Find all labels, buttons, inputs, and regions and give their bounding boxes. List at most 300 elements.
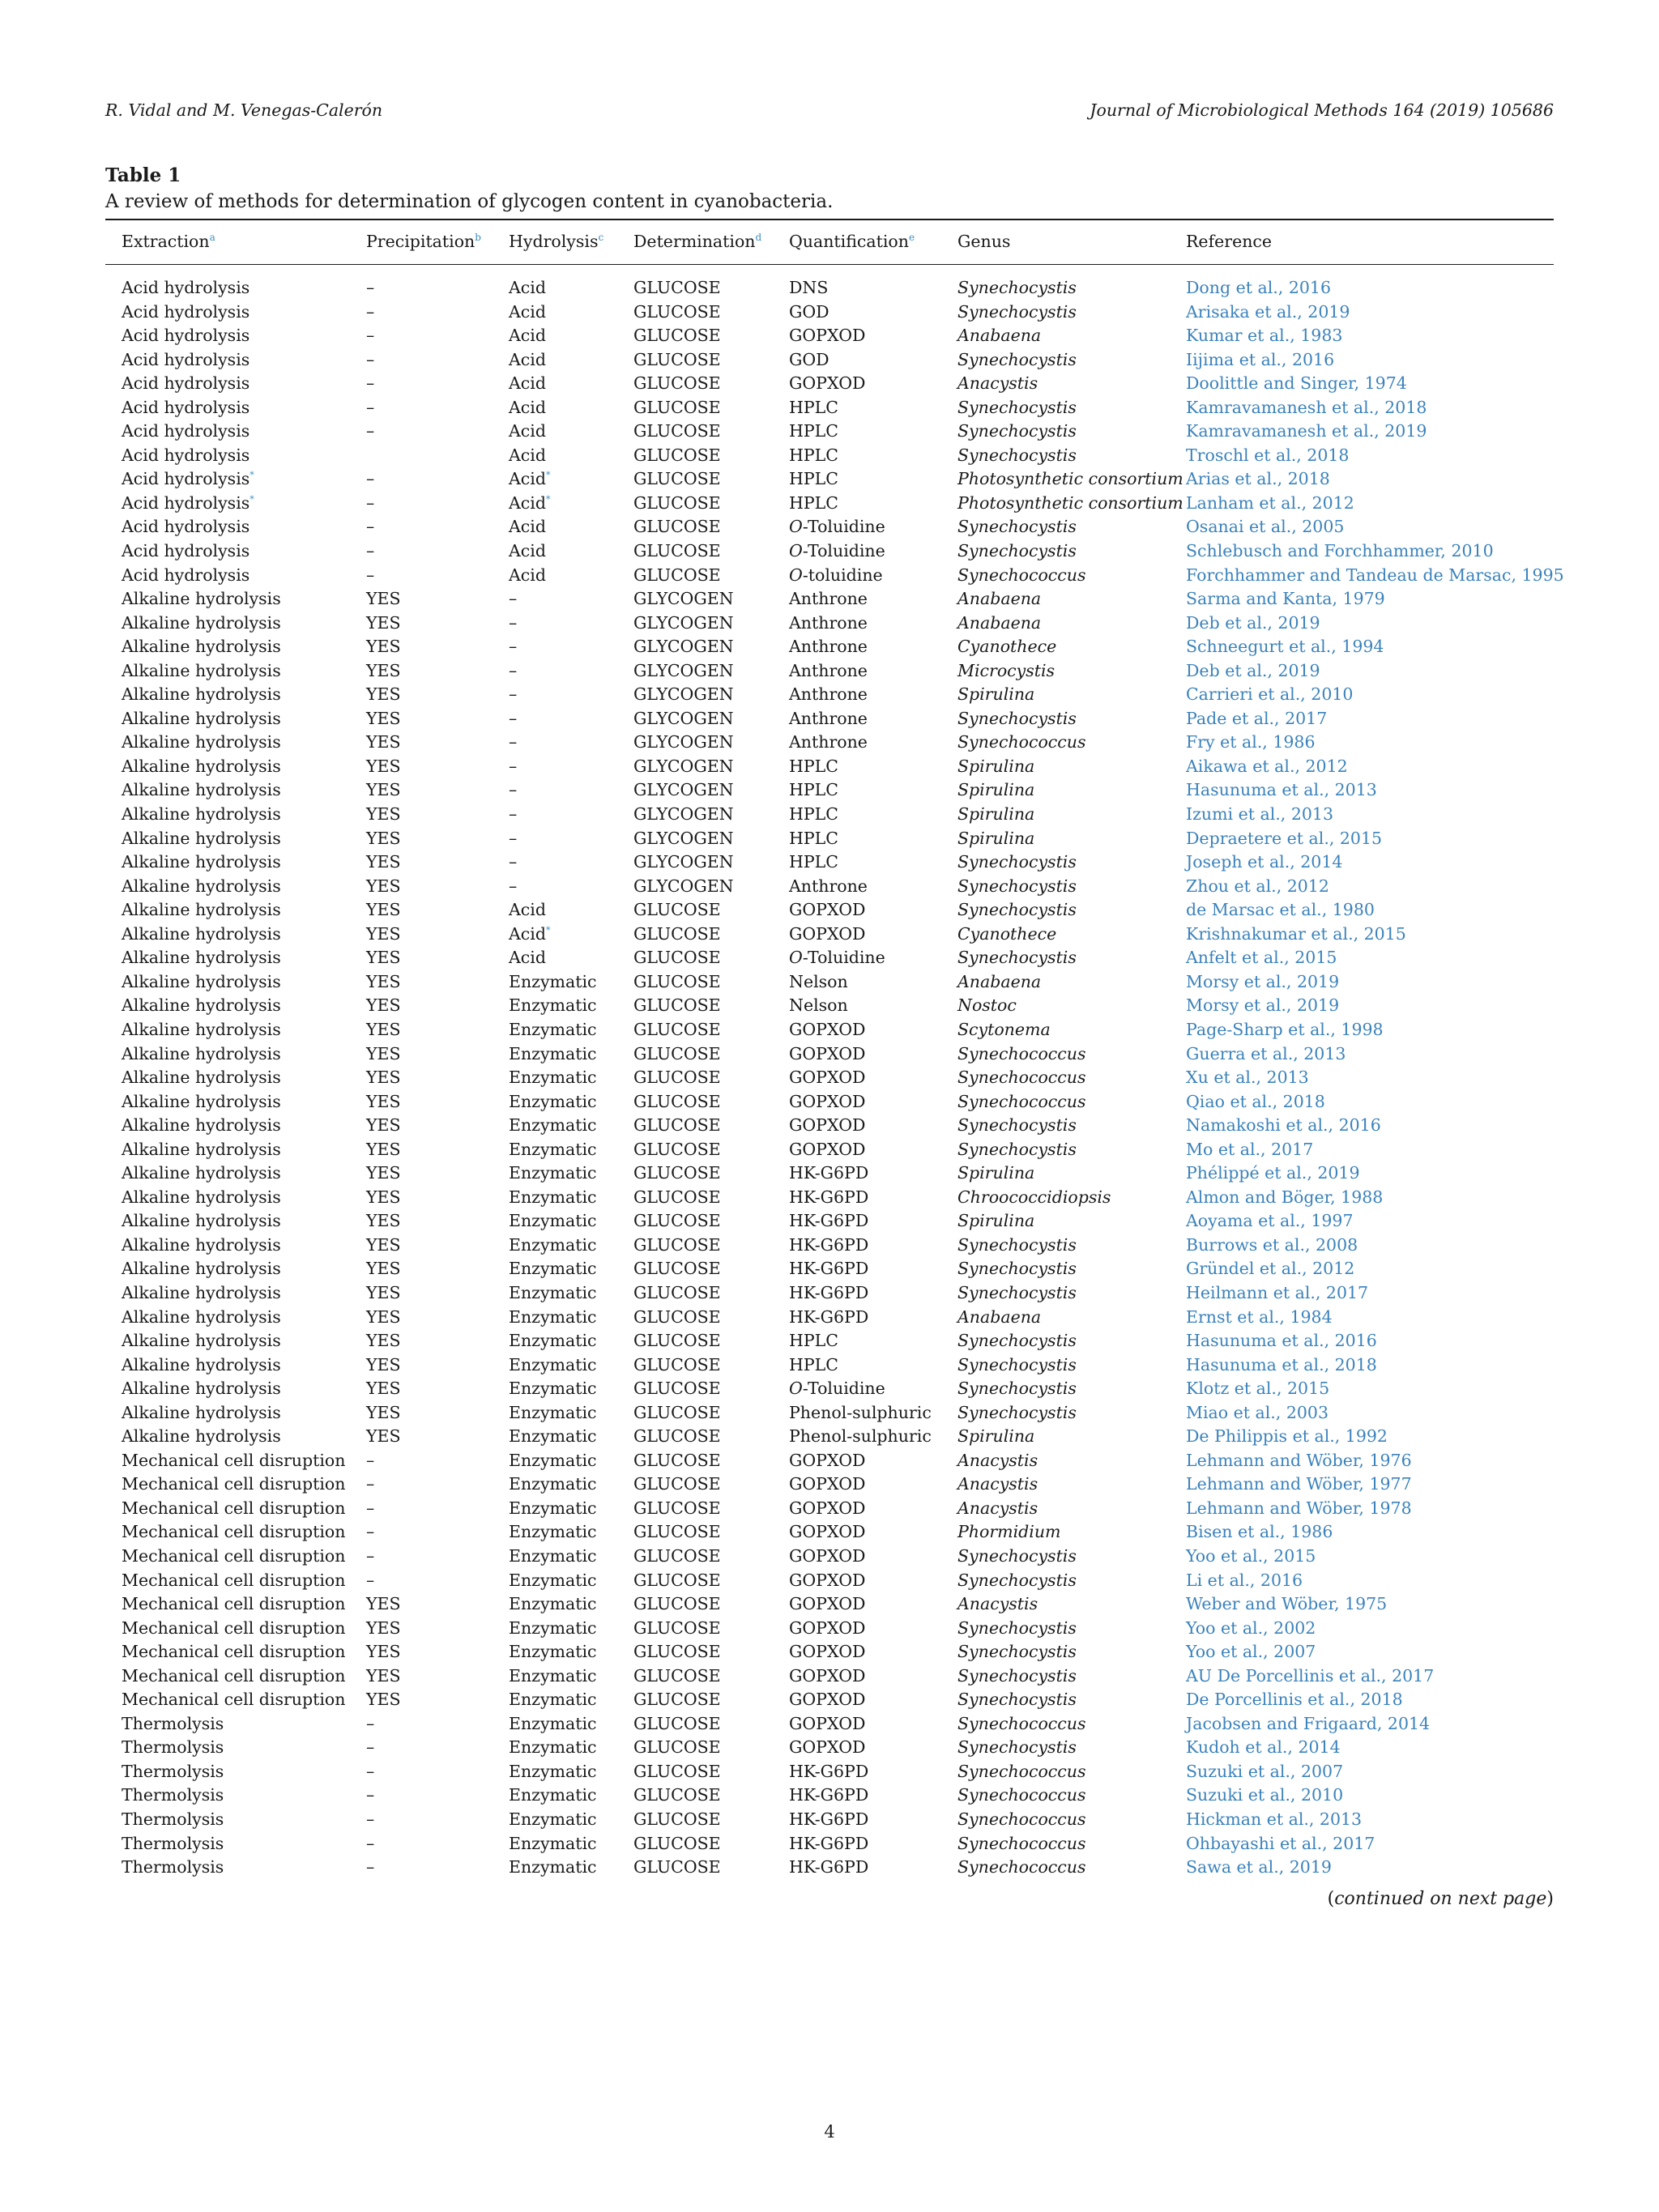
cell-genus bbox=[957, 1329, 1077, 1353]
cell-text: GLYCOGEN bbox=[633, 660, 734, 680]
cell-text: Mechanical cell disruption bbox=[122, 1642, 346, 1662]
footnote-link[interactable]: a bbox=[209, 232, 215, 244]
cell-determination bbox=[633, 396, 721, 420]
cell-text: GLUCOSE bbox=[633, 373, 721, 394]
cell-hydrolysis bbox=[509, 1688, 597, 1712]
cell-extraction bbox=[122, 1090, 281, 1115]
footnote-link[interactable]: d bbox=[755, 232, 762, 244]
cell-text: Enzymatic bbox=[509, 1259, 597, 1279]
cell-text: Synechocystis bbox=[957, 1139, 1077, 1159]
cell-quantification bbox=[789, 372, 865, 396]
cell-extraction bbox=[122, 1473, 345, 1497]
cell-text: Ernst et al., 1984 bbox=[1186, 1306, 1333, 1327]
cell-determination bbox=[633, 850, 734, 875]
reference-link[interactable] bbox=[1186, 635, 1384, 659]
cell-text: GOPXOD bbox=[789, 1642, 866, 1662]
reference-link[interactable] bbox=[1186, 1257, 1354, 1281]
reference-link[interactable] bbox=[1186, 731, 1316, 755]
cell-text: GLYCOGEN bbox=[633, 732, 734, 752]
reference-link[interactable] bbox=[1186, 348, 1334, 373]
reference-link[interactable] bbox=[1186, 467, 1330, 492]
cell-quantification bbox=[789, 1377, 885, 1401]
table-row bbox=[105, 515, 1554, 539]
cell-quantification bbox=[789, 850, 838, 875]
cell-hydrolysis bbox=[509, 1209, 597, 1234]
reference-link[interactable] bbox=[1186, 923, 1406, 947]
table-row bbox=[105, 875, 1554, 899]
cell-genus bbox=[957, 1712, 1086, 1737]
reference-link[interactable] bbox=[1186, 1808, 1362, 1832]
cell-precipitation bbox=[366, 587, 401, 612]
cell-precipitation bbox=[366, 1353, 401, 1378]
reference-link[interactable] bbox=[1186, 539, 1494, 564]
table-row bbox=[105, 300, 1554, 325]
cell-determination bbox=[633, 1090, 721, 1115]
cell-text: Guerra et al., 2013 bbox=[1186, 1043, 1346, 1063]
cell-genus bbox=[957, 492, 1183, 516]
cell-text: HK-G6PD bbox=[789, 1857, 869, 1877]
cell-quantification bbox=[789, 1592, 865, 1617]
cell-precipitation bbox=[366, 348, 374, 373]
cell-text: GLUCOSE bbox=[633, 1761, 721, 1781]
reference-link[interactable] bbox=[1186, 1688, 1403, 1712]
reference-link[interactable] bbox=[1186, 1617, 1316, 1641]
cell-text: Alkaline hydrolysis bbox=[122, 1091, 281, 1111]
cell-text: Alkaline hydrolysis bbox=[122, 1043, 281, 1063]
cell-text: – bbox=[509, 804, 518, 825]
cell-quantification bbox=[789, 1018, 865, 1042]
cell-precipitation bbox=[366, 1592, 401, 1617]
cell-text: Enzymatic bbox=[509, 1306, 597, 1327]
cell-precipitation bbox=[366, 1664, 401, 1689]
cell-text: Alkaline hydrolysis bbox=[122, 589, 281, 609]
reference-link[interactable] bbox=[1186, 444, 1349, 468]
cell-text: Acid hydrolysis bbox=[122, 326, 250, 346]
cell-text: YES bbox=[366, 612, 401, 633]
cell-text: Chroococcidiopsis bbox=[957, 1187, 1111, 1207]
cell-quantification bbox=[789, 778, 838, 803]
cell-text: GLUCOSE bbox=[633, 1043, 721, 1063]
reference-link[interactable] bbox=[1186, 1186, 1383, 1210]
cell-quantification bbox=[789, 731, 868, 755]
table-row bbox=[105, 1473, 1554, 1497]
cell-hydrolysis bbox=[509, 1545, 597, 1569]
cell-determination bbox=[633, 420, 721, 444]
cell-text: Bisen et al., 1986 bbox=[1186, 1522, 1333, 1542]
reference-link[interactable] bbox=[1186, 1353, 1377, 1378]
table-row bbox=[105, 778, 1554, 803]
cell-text: GOPXOD bbox=[789, 1713, 866, 1733]
cell-text: Anacystis bbox=[957, 1474, 1038, 1494]
cell-text: Nelson bbox=[789, 995, 848, 1016]
footnote-link[interactable]: b bbox=[475, 232, 481, 244]
cell-hydrolysis bbox=[509, 1090, 597, 1115]
table-row bbox=[105, 1042, 1554, 1067]
reference-link[interactable] bbox=[1186, 1473, 1412, 1497]
cell-text: Synechocystis bbox=[957, 517, 1077, 537]
reference-link[interactable] bbox=[1186, 827, 1382, 851]
cell-text: YES bbox=[366, 660, 401, 680]
cell-quantification bbox=[789, 1760, 868, 1784]
cell-hydrolysis bbox=[509, 1353, 597, 1378]
reference-link[interactable] bbox=[1186, 1640, 1316, 1664]
cell-extraction bbox=[122, 803, 281, 827]
reference-link[interactable] bbox=[1186, 612, 1320, 636]
reference-link[interactable] bbox=[1186, 1377, 1329, 1401]
cell-text: Synechocystis bbox=[957, 1354, 1077, 1375]
cell-genus bbox=[957, 635, 1056, 659]
cell-text: Mechanical cell disruption bbox=[122, 1690, 346, 1710]
cell-text: Acid bbox=[509, 565, 546, 585]
cell-quantification-prefix: O bbox=[789, 565, 803, 585]
reference-link[interactable] bbox=[1186, 1497, 1412, 1521]
table-row bbox=[105, 731, 1554, 755]
reference-link[interactable] bbox=[1186, 1712, 1430, 1737]
cell-text: YES bbox=[366, 684, 401, 705]
cell-text: YES bbox=[366, 732, 401, 752]
reference-link[interactable] bbox=[1186, 1545, 1316, 1569]
reference-link[interactable] bbox=[1186, 875, 1329, 899]
reference-link[interactable] bbox=[1186, 1234, 1358, 1258]
cell-precipitation bbox=[366, 564, 374, 588]
cell-text: Synechococcus bbox=[957, 1091, 1086, 1111]
cell-precipitation bbox=[366, 1161, 401, 1186]
reference-link[interactable] bbox=[1186, 1138, 1313, 1162]
table-row bbox=[105, 1592, 1554, 1617]
table-row bbox=[105, 755, 1554, 779]
cell-determination bbox=[633, 1401, 721, 1426]
cell-precipitation bbox=[366, 946, 401, 970]
cell-precipitation bbox=[366, 755, 401, 779]
cell-text: – bbox=[366, 1857, 375, 1877]
cell-text: Anacystis bbox=[957, 1450, 1038, 1470]
cell-extraction bbox=[122, 539, 249, 564]
cell-hydrolysis bbox=[509, 1114, 597, 1138]
cell-hydrolysis bbox=[509, 683, 517, 707]
cell-text: GLUCOSE bbox=[633, 1282, 721, 1302]
cell-quantification bbox=[789, 827, 838, 851]
cell-determination bbox=[633, 1569, 721, 1593]
cell-quantification-rest: -toluidine bbox=[802, 565, 883, 585]
cell-extraction bbox=[122, 635, 281, 659]
cell-text: Acid hydrolysis bbox=[122, 301, 250, 322]
reference-link[interactable] bbox=[1186, 1736, 1341, 1760]
cell-text: GLUCOSE bbox=[633, 326, 721, 346]
cell-text: Lanham et al., 2012 bbox=[1186, 492, 1354, 513]
cell-hydrolysis bbox=[509, 850, 517, 875]
cell-genus bbox=[957, 1664, 1077, 1689]
cell-extraction bbox=[122, 778, 281, 803]
reference-link[interactable] bbox=[1186, 1090, 1325, 1115]
table-body bbox=[105, 276, 1564, 1880]
table-row bbox=[105, 372, 1554, 396]
cell-hydrolysis bbox=[509, 827, 517, 851]
table-row bbox=[105, 1712, 1554, 1737]
reference-link[interactable] bbox=[1186, 1209, 1354, 1234]
table-row bbox=[105, 1617, 1554, 1641]
cell-quantification bbox=[789, 707, 868, 731]
cell-text: GLYCOGEN bbox=[633, 637, 734, 657]
cell-text: De Porcellinis et al., 2018 bbox=[1186, 1690, 1403, 1710]
reference-link[interactable] bbox=[1186, 1161, 1360, 1186]
reference-link[interactable] bbox=[1186, 1042, 1346, 1067]
cell-quantification bbox=[789, 587, 868, 612]
cell-text: Synechococcus bbox=[957, 565, 1086, 585]
cell-text: Arisaka et al., 2019 bbox=[1186, 301, 1350, 322]
reference-link[interactable] bbox=[1186, 420, 1427, 444]
cell-text: GLUCOSE bbox=[633, 1665, 721, 1686]
cell-text: GLUCOSE bbox=[633, 900, 721, 920]
cell-hydrolysis bbox=[509, 1449, 597, 1473]
reference-link[interactable] bbox=[1186, 970, 1339, 995]
cell-text: Enzymatic bbox=[509, 1642, 597, 1662]
cell-text: YES bbox=[366, 1594, 401, 1614]
cell-text: Alkaline hydrolysis bbox=[122, 637, 281, 657]
reference-link[interactable] bbox=[1186, 1520, 1333, 1545]
reference-link[interactable] bbox=[1186, 707, 1327, 731]
cell-text: HK-G6PD bbox=[789, 1163, 869, 1183]
cell-genus bbox=[957, 994, 1017, 1018]
cell-text: GOPXOD bbox=[789, 1690, 866, 1710]
cell-quantification bbox=[789, 898, 865, 923]
cell-text: Acid hydrolysis bbox=[122, 492, 250, 513]
cell-text: Spirulina bbox=[957, 684, 1035, 705]
table-row bbox=[105, 707, 1554, 731]
cell-extraction bbox=[122, 731, 281, 755]
cell-text: YES bbox=[366, 1163, 401, 1183]
cell-text: Alkaline hydrolysis bbox=[122, 732, 281, 752]
cell-determination bbox=[633, 564, 721, 588]
cell-text: Mechanical cell disruption bbox=[122, 1498, 346, 1518]
reference-link[interactable] bbox=[1186, 1760, 1343, 1784]
reference-link[interactable] bbox=[1186, 1856, 1332, 1880]
reference-link[interactable] bbox=[1186, 1449, 1412, 1473]
cell-genus bbox=[957, 1497, 1038, 1521]
cell-extraction bbox=[122, 659, 281, 684]
cell-text: Enzymatic bbox=[509, 1068, 597, 1088]
cell-text: Enzymatic bbox=[509, 1857, 597, 1877]
reference-link[interactable] bbox=[1186, 1425, 1388, 1449]
cell-determination bbox=[633, 923, 721, 947]
cell-quantification bbox=[789, 923, 865, 947]
cell-extraction bbox=[122, 1712, 224, 1737]
reference-link[interactable] bbox=[1186, 1664, 1434, 1689]
reference-link[interactable] bbox=[1186, 564, 1564, 588]
cell-precipitation bbox=[366, 803, 401, 827]
cell-precipitation bbox=[366, 1473, 374, 1497]
cell-text: Synechocystis bbox=[957, 1259, 1077, 1279]
cell-hydrolysis bbox=[509, 1664, 597, 1689]
cell-extraction bbox=[122, 1688, 345, 1712]
table-row bbox=[105, 1401, 1554, 1426]
cell-text: Alkaline hydrolysis bbox=[122, 804, 281, 825]
cell-text: GLUCOSE bbox=[633, 971, 721, 991]
cell-text: Acid hydrolysis bbox=[122, 541, 250, 561]
cell-text: Alkaline hydrolysis bbox=[122, 1259, 281, 1279]
footnote-link[interactable]: e bbox=[908, 232, 915, 244]
cell-genus bbox=[957, 1449, 1038, 1473]
reference-link[interactable] bbox=[1186, 372, 1407, 396]
cell-text: GLUCOSE bbox=[633, 1809, 721, 1829]
cell-extraction bbox=[122, 1425, 281, 1449]
cell-text: Synechocystis bbox=[957, 948, 1077, 968]
cell-text: Burrows et al., 2008 bbox=[1186, 1234, 1358, 1255]
reference-link[interactable] bbox=[1186, 1329, 1377, 1353]
reference-link[interactable] bbox=[1186, 1066, 1309, 1090]
cell-text: Alkaline hydrolysis bbox=[122, 756, 281, 776]
cell-extraction bbox=[122, 946, 281, 970]
cell-hydrolysis bbox=[509, 778, 517, 803]
cell-genus bbox=[957, 1114, 1077, 1138]
reference-link[interactable] bbox=[1186, 276, 1331, 300]
cell-hydrolysis bbox=[509, 1066, 597, 1090]
cell-determination bbox=[633, 898, 721, 923]
reference-link[interactable] bbox=[1186, 1114, 1381, 1138]
reference-link[interactable] bbox=[1186, 587, 1385, 612]
cell-text: Anthrone bbox=[789, 612, 868, 633]
cell-text: – bbox=[366, 1474, 375, 1494]
cell-text: Pade et al., 2017 bbox=[1186, 708, 1328, 728]
page-number: 4 bbox=[824, 2122, 835, 2142]
cell-text: – bbox=[366, 1522, 375, 1542]
cell-quantification bbox=[789, 1856, 868, 1880]
cell-text: Thermolysis bbox=[122, 1833, 224, 1853]
cell-text: – bbox=[366, 1785, 375, 1805]
cell-text: YES bbox=[366, 780, 401, 800]
cell-precipitation bbox=[366, 1186, 401, 1210]
cell-text: Cyanothece bbox=[957, 637, 1057, 657]
reference-link[interactable] bbox=[1186, 1592, 1387, 1617]
cell-text: GOPXOD bbox=[789, 373, 866, 394]
table-row bbox=[105, 1545, 1554, 1569]
cell-text: Zhou et al., 2012 bbox=[1186, 876, 1329, 896]
cell-text: YES bbox=[366, 637, 401, 657]
reference-link[interactable] bbox=[1186, 324, 1342, 348]
table-row bbox=[105, 1736, 1554, 1760]
cell-determination bbox=[633, 1353, 721, 1378]
cell-precipitation bbox=[366, 635, 401, 659]
cell-genus bbox=[957, 803, 1034, 827]
cell-hydrolysis bbox=[509, 1832, 597, 1856]
reference-link[interactable] bbox=[1186, 1569, 1303, 1593]
cell-text: YES bbox=[366, 708, 401, 728]
cell-text: YES bbox=[366, 1665, 401, 1686]
reference-link[interactable] bbox=[1186, 850, 1342, 875]
cell-quantification bbox=[789, 635, 868, 659]
reference-link[interactable] bbox=[1186, 946, 1337, 970]
cell-text: YES bbox=[366, 1068, 401, 1088]
table-row bbox=[105, 324, 1554, 348]
reference-link[interactable] bbox=[1186, 1018, 1384, 1042]
cell-text: GLUCOSE bbox=[633, 1306, 721, 1327]
cell-text: Deb et al., 2019 bbox=[1186, 660, 1320, 680]
cell-text: Aoyama et al., 1997 bbox=[1186, 1211, 1354, 1231]
cell-text: Acid hydrolysis bbox=[122, 349, 250, 369]
reference-link[interactable] bbox=[1186, 1784, 1343, 1808]
cell-determination bbox=[633, 1329, 721, 1353]
cell-text: HK-G6PD bbox=[789, 1785, 869, 1805]
reference-link[interactable] bbox=[1186, 396, 1427, 420]
cell-text: – bbox=[366, 301, 375, 322]
cell-text: YES bbox=[366, 1139, 401, 1159]
cell-genus bbox=[957, 1808, 1086, 1832]
reference-link[interactable] bbox=[1186, 778, 1377, 803]
reference-link[interactable] bbox=[1186, 755, 1348, 779]
cell-precipitation bbox=[366, 420, 374, 444]
cell-extraction bbox=[122, 612, 281, 636]
reference-link[interactable] bbox=[1186, 898, 1375, 923]
cell-text: Alkaline hydrolysis bbox=[122, 1331, 281, 1351]
cell-text: Enzymatic bbox=[509, 1019, 597, 1039]
cell-determination bbox=[633, 707, 734, 731]
cell-text: Synechococcus bbox=[957, 1809, 1086, 1829]
cell-text: Anabaena bbox=[957, 326, 1042, 346]
table-row bbox=[105, 1257, 1554, 1281]
cell-quantification bbox=[789, 300, 830, 325]
cell-text: Thermolysis bbox=[122, 1785, 224, 1805]
cell-extraction bbox=[122, 300, 249, 325]
cell-text: GLUCOSE bbox=[633, 1594, 721, 1614]
reference-link[interactable] bbox=[1186, 803, 1333, 827]
cell-extraction bbox=[122, 467, 254, 492]
cell-genus bbox=[957, 1353, 1077, 1378]
table-row bbox=[105, 659, 1554, 684]
cell-genus bbox=[957, 396, 1077, 420]
reference-link[interactable] bbox=[1186, 1832, 1375, 1856]
footnote-link[interactable]: c bbox=[598, 232, 604, 244]
cell-genus bbox=[957, 1545, 1077, 1569]
cell-text: Synechocystis bbox=[957, 852, 1077, 872]
reference-link[interactable] bbox=[1186, 515, 1344, 539]
cell-text: GOPXOD bbox=[789, 1474, 866, 1494]
cell-determination bbox=[633, 1545, 721, 1569]
cell-text: Morsy et al., 2019 bbox=[1186, 971, 1340, 991]
cell-quantification bbox=[789, 970, 848, 995]
reference-link[interactable] bbox=[1186, 683, 1353, 707]
cell-text: – bbox=[366, 349, 375, 369]
cell-text: Alkaline hydrolysis bbox=[122, 1402, 281, 1422]
cell-determination bbox=[633, 1425, 721, 1449]
cell-hydrolysis bbox=[509, 946, 546, 970]
cell-text: Acid bbox=[509, 469, 546, 489]
table-label: Table 1 bbox=[105, 164, 181, 186]
cell-text: GLUCOSE bbox=[633, 1450, 721, 1470]
reference-link[interactable] bbox=[1186, 492, 1354, 516]
reference-link[interactable] bbox=[1186, 994, 1339, 1018]
cell-precipitation bbox=[366, 875, 401, 899]
cell-text: Yoo et al., 2007 bbox=[1186, 1642, 1316, 1662]
cell-text: – bbox=[366, 565, 375, 585]
reference-link[interactable] bbox=[1186, 1401, 1328, 1426]
cell-text: YES bbox=[366, 1019, 401, 1039]
reference-link[interactable] bbox=[1186, 659, 1320, 684]
cell-text: – bbox=[509, 612, 518, 633]
cell-text: GOD bbox=[789, 349, 830, 369]
reference-link[interactable] bbox=[1186, 1306, 1333, 1330]
table-row bbox=[105, 1497, 1554, 1521]
cell-text: Alkaline hydrolysis bbox=[122, 1187, 281, 1207]
cell-text: Nelson bbox=[789, 971, 848, 991]
cell-text: GLUCOSE bbox=[633, 469, 721, 489]
reference-link[interactable] bbox=[1186, 1281, 1368, 1306]
reference-link[interactable] bbox=[1186, 300, 1350, 325]
cell-text: Yoo et al., 2002 bbox=[1186, 1617, 1316, 1638]
footnote-mark: * bbox=[545, 494, 551, 505]
cell-determination bbox=[633, 539, 721, 564]
cell-text: HK-G6PD bbox=[789, 1282, 869, 1302]
table-row bbox=[105, 1832, 1554, 1856]
cell-text: Forchhammer and Tandeau de Marsac, 1995 bbox=[1186, 565, 1564, 585]
